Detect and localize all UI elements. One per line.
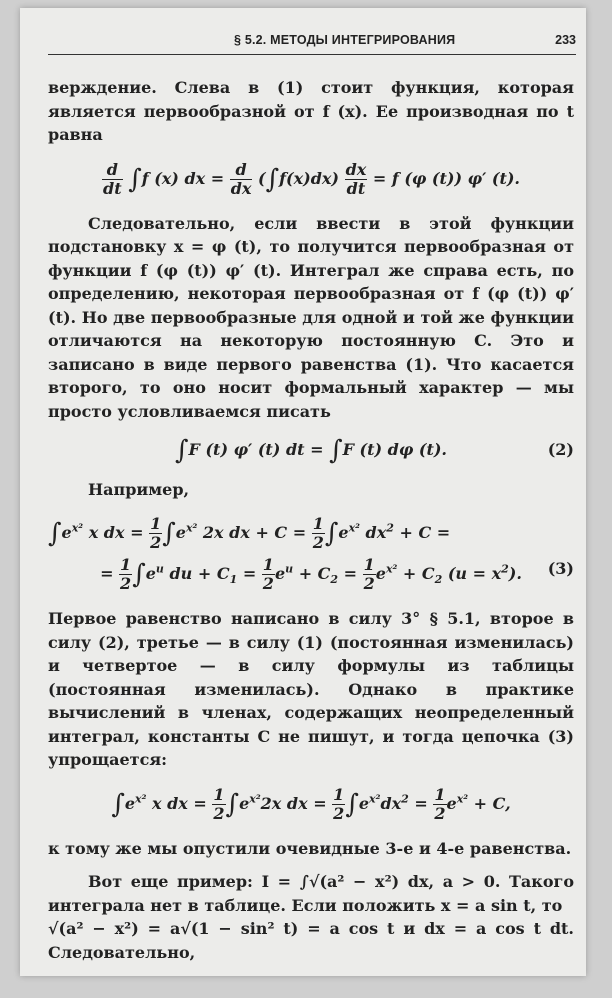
paragraph-6-start: Вот еще пример: I = ∫√(a² − x²) dx, a > 0. Такого интеграла нет в таблице. Если положить x = a sin t, то	[48, 872, 574, 915]
equation-2: ∫F (t) φ′ (t) dt = ∫F (t) dφ (t). (2)	[175, 435, 574, 466]
paragraph-4: Первое равенство написано в силу 3° § 5.1, второе в силу (2), третье — в силу (1) (постоянная изменилась) и четвертое — в силу формулы из таблицы (постоянная изменилась). Однако в практике вычислений в членах, содержащих неопределенный интеграл, константы C не пишут, и тогда цепочка (3) упрощается:	[48, 609, 574, 769]
simplified-chain: $\int e^{x^2}$ x dx = $\frac{1}{2}$ $\int e^{x^2}2x$ dx = $\frac{1}{2}$ $\int e^{x^2}dx^2$ = $\frac{1}{2}$ $e^{x^2} + C$,	[111, 784, 511, 823]
paragraph-6-end: √(a² − x²) = a√(1 − sin² t) = a cos t и dx = a cos t dt. Следовательно,	[48, 919, 574, 962]
paragraph-5: к тому же мы опустили очевидные 3-е и 4-е равенства.	[48, 838, 572, 858]
paragraph-3: Например,	[88, 479, 190, 499]
paragraph-1: верждение. Слева в (1) стоит функция, которая является первообразной от f (x). Ее производная по t равна	[48, 78, 574, 144]
equation-2-number: (2)	[547, 440, 574, 459]
paragraph-2: Следовательно, если ввести в этой функции подстановку x = φ (t), то получится первообразная от функции f (φ (t)) φ′ (t). Интеграл же справа есть, по определению, некоторая первообразная от f (φ (t)) φ′ (t). Но две первообразные для одной и той же функции отличаются на некоторую постоянную C. Это и записано в виде первого равенства (1). Что касается второго, то оно носит формальный характер — мы просто условливаемся писать	[48, 213, 574, 421]
equation-3-line-2: = $\frac{1}{2}$ $\int e^u$ du + $C_1$ = $\frac{1}{2}$ $e^u + C_2$ = $\frac{1}{2}$ $e^{x^2} + C_2$ $(u = x^2)$. (3)	[100, 555, 574, 593]
running-head	[48, 30, 576, 55]
page-body	[48, 76, 574, 964]
equation-3: $\int e^{x^2}$ x dx = $\frac{1}{2}$ $\int e^{x^2}$ 2x dx + C = $\frac{1}{2}$ $\int e^{x^2}$ $dx^2 + C$ =	[48, 514, 451, 552]
book-page	[20, 8, 586, 976]
page-number: 233	[555, 33, 576, 47]
equation-3-number: (3)	[547, 559, 574, 578]
section-title: § 5.2. МЕТОДЫ ИНТЕГРИРОВАНИЯ	[234, 33, 456, 47]
derivative-formula: $\frac{d}{dt}$ ∫f (x) dx = $\frac{d}{dx}$ (∫f(x)dx) $\frac{dx}{dt}$ = f (φ (t)) φ′ (t).	[103, 159, 520, 198]
